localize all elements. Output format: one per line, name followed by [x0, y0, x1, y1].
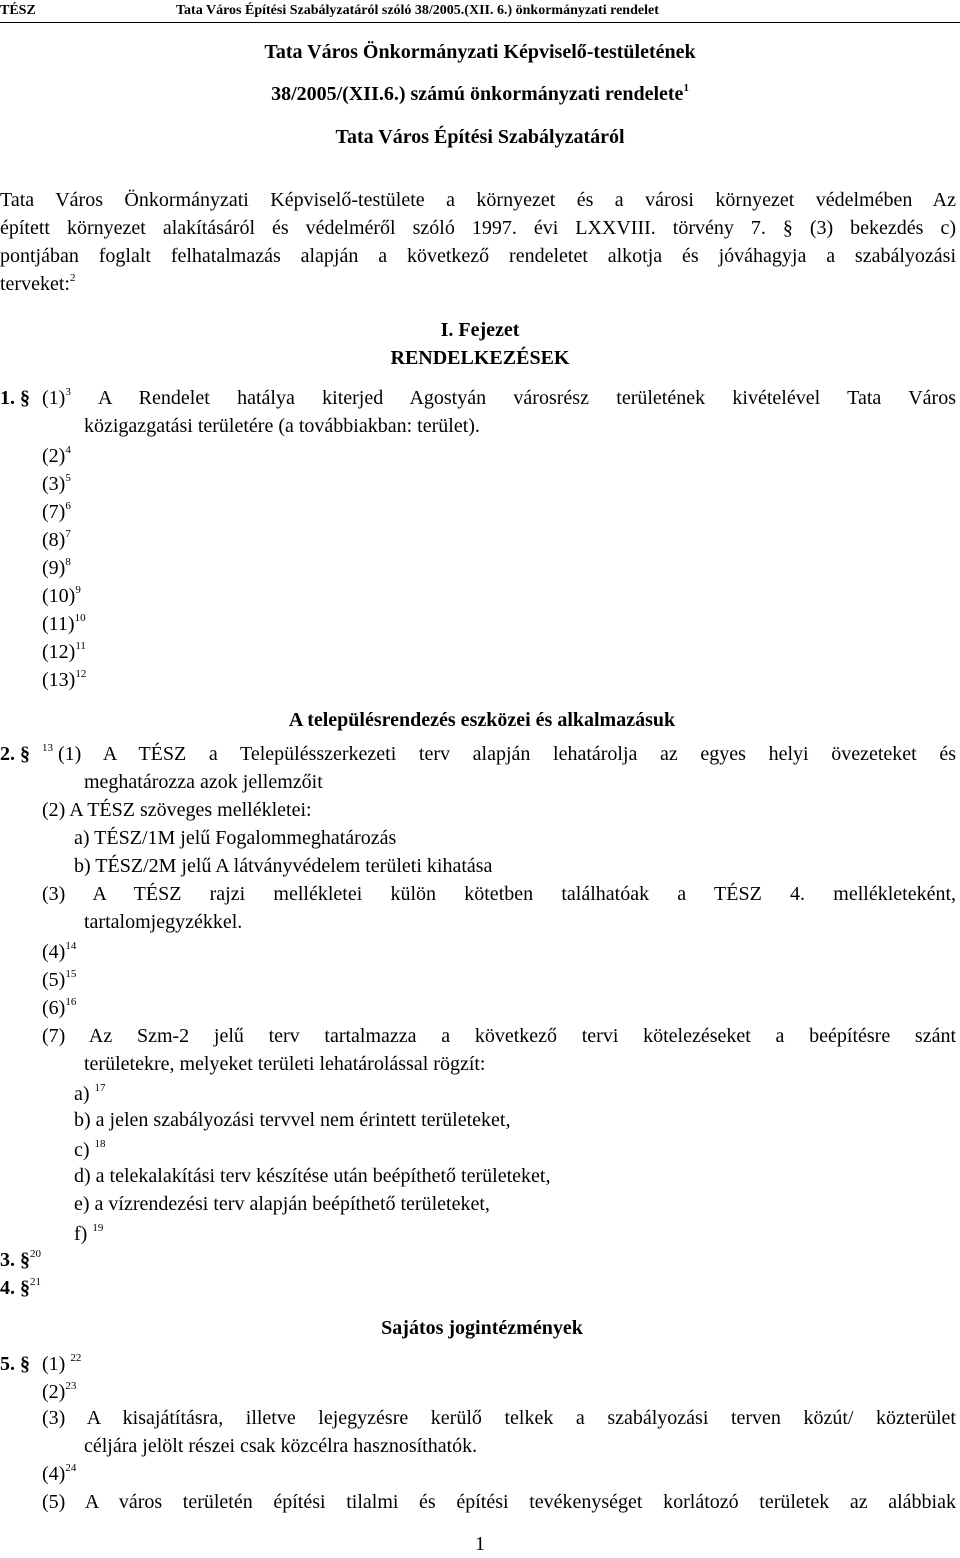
section-1-para-11: $(11)^{10}$	[42, 612, 86, 635]
section-5-para-5-line-1: (5) A város területén építési tilalmi és építési tevékenységet korlátozó területek az alábbiak	[42, 1491, 956, 1513]
section-1-para-1-label: $(1)^3$	[42, 386, 71, 409]
preamble-line-4: terveket:$^2$	[0, 272, 76, 295]
footnote-ref: 2	[69, 272, 76, 284]
footnote-ref: 4	[65, 444, 71, 456]
title-line-3: Tata Város Építési Szabályzatáról	[335, 126, 625, 148]
preamble-line-1: Tata Város Önkormányzati Képviselő-testülete a környezet és a városi környezet védelmében Az	[0, 189, 956, 211]
header-divider	[0, 22, 960, 23]
section-2-para-7-line-1: (7) Az Szm-2 jelű terv tartalmazza a következő tervi kötelezéseket a beépítésre szánt	[42, 1025, 956, 1047]
section-heading-settlement-tools: A településrendezés eszközei és alkalmazásuk	[288, 709, 676, 731]
section-1-para-3: $(3)^5$	[42, 472, 71, 495]
footnote-ref: 23	[65, 1380, 77, 1392]
section-2-para-7-b: b) a jelen szabályozási tervvel nem érintett területeket,	[74, 1109, 511, 1131]
preamble-line-2: épített környezet alakításáról és védelméről szóló 1997. évi LXXVIII. törvény 7. § (3) bekezdés c)	[0, 217, 956, 239]
section-2-number: 2. §	[0, 743, 30, 765]
section-5-para-3-line-2: céljára jelölt részei csak közcélra hasznosíthatók.	[84, 1435, 478, 1457]
footnote-ref: 14	[65, 940, 77, 952]
footnote-ref: 18	[94, 1138, 106, 1150]
title-line-2: 38/2005/(XII.6.) számú önkormányzati rendelete$^1$	[271, 82, 689, 105]
section-2-para-7-e: e) a vízrendezési terv alapján beépíthető területeket,	[74, 1193, 490, 1215]
section-2-para-2-b: b) TÉSZ/2M jelű A látványvédelem területi kihatása	[74, 855, 493, 877]
footnote-ref: 12	[75, 668, 87, 680]
section-1-para-2: $(2)^4$	[42, 444, 71, 467]
section-2-para-7-a: a) $^{17}$	[74, 1082, 106, 1105]
section-2-para-2: (2) A TÉSZ szöveges mellékletei:	[42, 799, 312, 821]
chapter-title: RENDELKEZÉSEK	[390, 347, 570, 369]
header-right: Tata Város Építési Szabályzatáról szóló 38/2005.(XII. 6.) önkormányzati rendelet	[176, 3, 659, 18]
section-2-para-7-line-2: területekre, melyeket területi lehatárolással rögzít:	[84, 1053, 486, 1075]
footnote-ref: 9	[75, 584, 81, 596]
section-2-para-6: $(6)^{16}$	[42, 996, 77, 1019]
section-2-para-7-d: d) a telekalakítási terv készítése után beépíthető területeket,	[74, 1165, 551, 1187]
section-3: 3. §$^{20}$	[0, 1248, 41, 1271]
footnote-ref: 11	[75, 640, 86, 652]
section-4: 4. §$^{21}$	[0, 1276, 41, 1299]
page-number: 1	[475, 1533, 485, 1555]
section-1-para-1-line-2: közigazgatási területére (a továbbiakban: terület).	[84, 415, 480, 437]
section-1-para-12: $(12)^{11}$	[42, 640, 86, 663]
footnote-ref: 15	[65, 968, 77, 980]
footnote-ref: 6	[65, 500, 71, 512]
section-1-number: 1. §	[0, 387, 30, 409]
section-2-para-1-line-2: meghatározza azok jellemzőit	[84, 771, 323, 793]
section-1-para-8: $(8)^7$	[42, 528, 71, 551]
chapter-number: I. Fejezet	[440, 319, 520, 341]
section-5-number: 5. §	[0, 1353, 30, 1375]
section-2-para-1-line-1: (1) A TÉSZ a Településszerkezeti terv alapján lehatárolja az egyes helyi övezeteket és	[58, 743, 956, 765]
footnote-ref: 24	[65, 1462, 77, 1474]
section-1-para-7: $(7)^6$	[42, 500, 71, 523]
section-1-para-13: $(13)^{12}$	[42, 668, 87, 691]
section-heading-legal-instruments: Sajátos jogintézmények	[381, 1317, 583, 1339]
section-1-para-10: $(10)^9$	[42, 584, 81, 607]
section-2-para-3-line-1: (3) A TÉSZ rajzi mellékletei külön kötetben találhatóak a TÉSZ 4. mellékleteként,	[42, 883, 956, 905]
footnote-ref: 3	[65, 386, 71, 398]
footnote-ref: 19	[92, 1222, 104, 1234]
header-left: TÉSZ	[0, 3, 36, 18]
section-1-para-1-line-1: A Rendelet hatálya kiterjed Agostyán városrész területének kivételével Tata Város	[98, 387, 956, 409]
section-2-para-4: $(4)^{14}$	[42, 940, 77, 963]
section-2-para-2-a: a) TÉSZ/1M jelű Fogalommeghatározás	[74, 827, 397, 849]
section-2-para-5: $(5)^{15}$	[42, 968, 77, 991]
section-2-para-7-f: f) $^{19}$	[74, 1222, 104, 1245]
footnote-ref: 16	[65, 996, 77, 1008]
footnote-ref: 1	[683, 82, 689, 94]
footnote-ref: 13	[42, 742, 53, 754]
section-5-para-2: $(2)^{23}$	[42, 1380, 77, 1403]
section-1-para-9: $(9)^8$	[42, 556, 71, 579]
section-2-footnote	[42, 740, 53, 768]
footnote-ref: 10	[74, 612, 86, 624]
footnote-ref: 8	[65, 556, 71, 568]
section-5-para-1: (1) $^{22}$	[42, 1352, 82, 1375]
footnote-ref: 20	[30, 1248, 41, 1260]
title-line-1: Tata Város Önkormányzati Képviselő-testületének	[264, 41, 696, 63]
section-5-para-4: $(4)^{24}$	[42, 1462, 77, 1485]
preamble-line-3: pontjában foglalt felhatalmazás alapján a következő rendeletet alkotja és jóváhagyja a szabályozási	[0, 245, 956, 267]
footnote-ref: 21	[30, 1276, 41, 1288]
footnote-ref: 22	[70, 1352, 82, 1364]
footnote-ref: 5	[65, 472, 71, 484]
footnote-ref: 17	[94, 1082, 106, 1094]
footnote-ref: 7	[65, 528, 71, 540]
section-5-para-3-line-1: (3) A kisajátításra, illetve lejegyzésre kerülő telkek a szabályozási terven közút/ közterület	[42, 1407, 956, 1429]
section-2-para-3-line-2: tartalomjegyzékkel.	[84, 911, 243, 933]
section-2-para-7-c: c) $^{18}$	[74, 1138, 106, 1161]
